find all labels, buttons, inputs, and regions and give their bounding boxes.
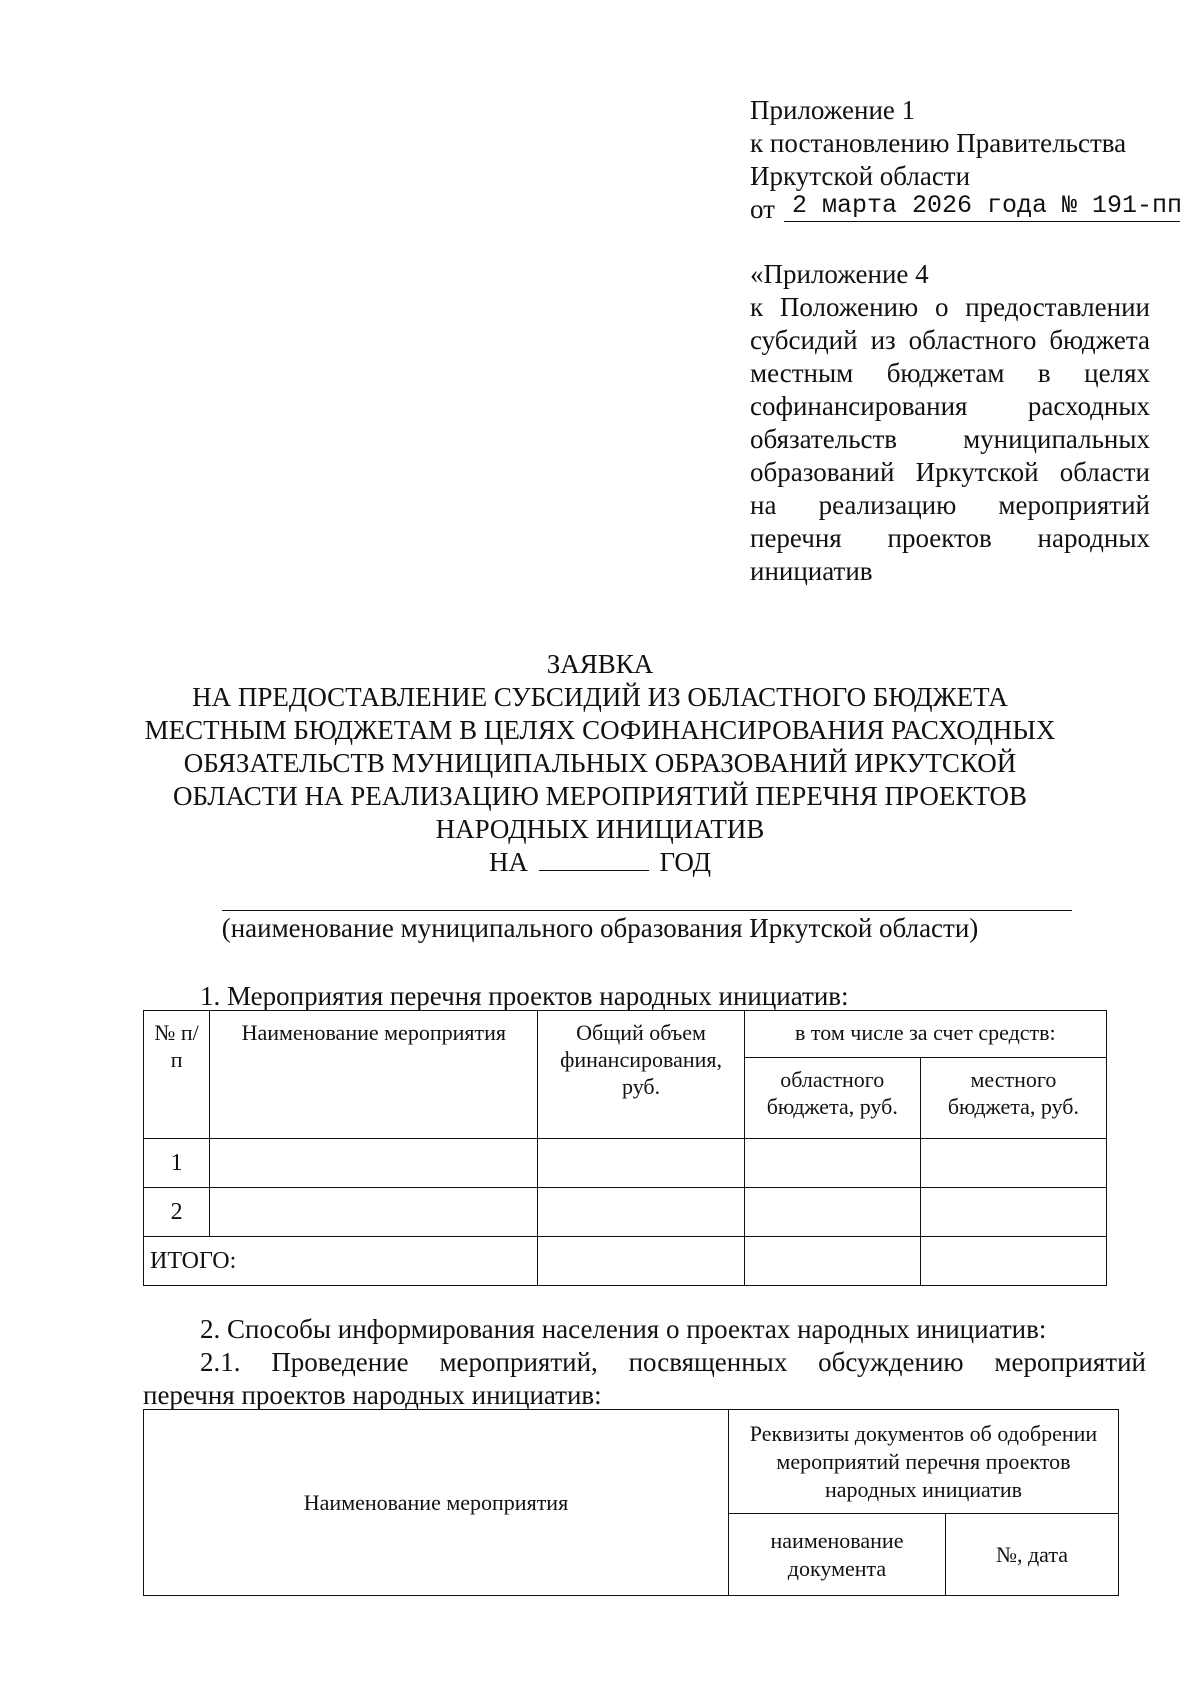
header-document-requisites: Реквизиты документов об одобрении мероприятий перечня проектов народных инициатив — [729, 1410, 1119, 1514]
date-prefix: от — [750, 194, 775, 224]
event-name-cell[interactable] — [210, 1139, 538, 1188]
section-1-heading: 1. Мероприятия перечня проектов народных инициатив: — [200, 981, 849, 1011]
title-line: ОБЛАСТИ НА РЕАЛИЗАЦИЮ МЕРОПРИЯТИЙ ПЕРЕЧНЯ ПРОЕКТОВ — [172, 781, 1028, 811]
table-row — [144, 1139, 1107, 1188]
total-funding-cell[interactable] — [538, 1188, 744, 1237]
municipality-caption: (наименование муниципального образования Иркутской области) — [221, 913, 979, 943]
table-header-row — [144, 1410, 1119, 1514]
header-event-name: Наименование мероприятия — [144, 1410, 729, 1596]
resolution-date-number: 2 марта 2026 года № 191-пп — [792, 191, 1183, 220]
appendix-4-line: софинансирования расходных — [750, 391, 1150, 421]
regional-budget-cell[interactable] — [744, 1188, 920, 1237]
total-funding-sum-cell[interactable] — [538, 1237, 744, 1286]
regional-budget-sum-cell[interactable] — [744, 1237, 920, 1286]
row-number: 2 — [144, 1188, 210, 1237]
title-year-line — [100, 846, 1100, 879]
title-line: ЗАЯВКА — [546, 649, 654, 679]
section-2-1-heading-continued: перечня проектов народных инициатив: — [143, 1380, 602, 1410]
appendix-4-line: инициатив — [750, 556, 873, 586]
events-table — [143, 1010, 1107, 1286]
appendix-4-line: местным бюджетам в целях — [750, 358, 1150, 388]
year-blank-field[interactable] — [539, 848, 649, 871]
local-budget-cell[interactable] — [920, 1139, 1106, 1188]
appendix-4-line: перечня проектов народных — [750, 523, 1150, 553]
title-line: МЕСТНЫМ БЮДЖЕТАМ В ЦЕЛЯХ СОФИНАНСИРОВАНИЯ РАСХОДНЫХ — [144, 715, 1056, 745]
title-line: НАРОДНЫХ ИНИЦИАТИВ — [435, 814, 765, 844]
regional-budget-cell[interactable] — [744, 1139, 920, 1188]
header-including: в том числе за счет средств: — [744, 1011, 1106, 1058]
table-row — [144, 1188, 1107, 1237]
header-total-funding: Общий объем финансирования, руб. — [538, 1011, 744, 1139]
municipality-blank-field[interactable] — [222, 910, 1072, 911]
local-budget-cell[interactable] — [920, 1188, 1106, 1237]
appendix-4-line: образований Иркутской области — [750, 457, 1150, 487]
appendix-1-date-row — [750, 191, 1183, 226]
discussion-events-table — [143, 1409, 1119, 1596]
appendix-4-line: обязательств муниципальных — [750, 424, 1150, 454]
total-funding-cell[interactable] — [538, 1139, 744, 1188]
appendix-1-header — [750, 94, 1183, 226]
total-label: ИТОГО: — [144, 1237, 538, 1286]
local-budget-sum-cell[interactable] — [920, 1237, 1106, 1286]
year-prefix: НА — [488, 847, 528, 877]
application-title — [100, 648, 1100, 879]
header-number-date: №, дата — [946, 1514, 1119, 1596]
title-line: НА ПРЕДОСТАВЛЕНИЕ СУБСИДИЙ ИЗ ОБЛАСТНОГО БЮДЖЕТА — [192, 682, 1008, 712]
header-regional-budget: областного бюджета, руб. — [744, 1058, 920, 1139]
title-line: ОБЯЗАТЕЛЬСТВ МУНИЦИПАЛЬНЫХ ОБРАЗОВАНИЙ ИРКУТСКОЙ — [183, 748, 1017, 778]
appendix-4-line: к Положению о предоставлении — [750, 292, 1150, 322]
section-2-1-heading: 2.1. Проведение мероприятий, посвященных обсуждению мероприятий — [200, 1347, 1146, 1377]
appendix-4-line: «Приложение 4 — [750, 259, 929, 289]
appendix-4-header — [750, 258, 1150, 588]
header-local-budget: местного бюджета, руб. — [920, 1058, 1106, 1139]
appendix-4-line: субсидий из областного бюджета — [750, 325, 1150, 355]
year-suffix: ГОД — [659, 847, 711, 877]
appendix-4-line: на реализацию мероприятий — [750, 490, 1150, 520]
header-number: № п/п — [144, 1011, 210, 1139]
event-name-cell[interactable] — [210, 1188, 538, 1237]
table-header-row — [144, 1011, 1107, 1058]
table-total-row — [144, 1237, 1107, 1286]
header-document-name: наименование документа — [729, 1514, 946, 1596]
appendix-1-title: Приложение 1 — [750, 95, 916, 125]
row-number: 1 — [144, 1139, 210, 1188]
appendix-1-region: Иркутской области — [750, 161, 971, 191]
appendix-1-resolution: к постановлению Правительства — [750, 128, 1127, 158]
header-event-name: Наименование мероприятия — [210, 1011, 538, 1139]
section-2-heading: 2. Способы информирования населения о проектах народных инициатив: — [200, 1314, 1047, 1344]
